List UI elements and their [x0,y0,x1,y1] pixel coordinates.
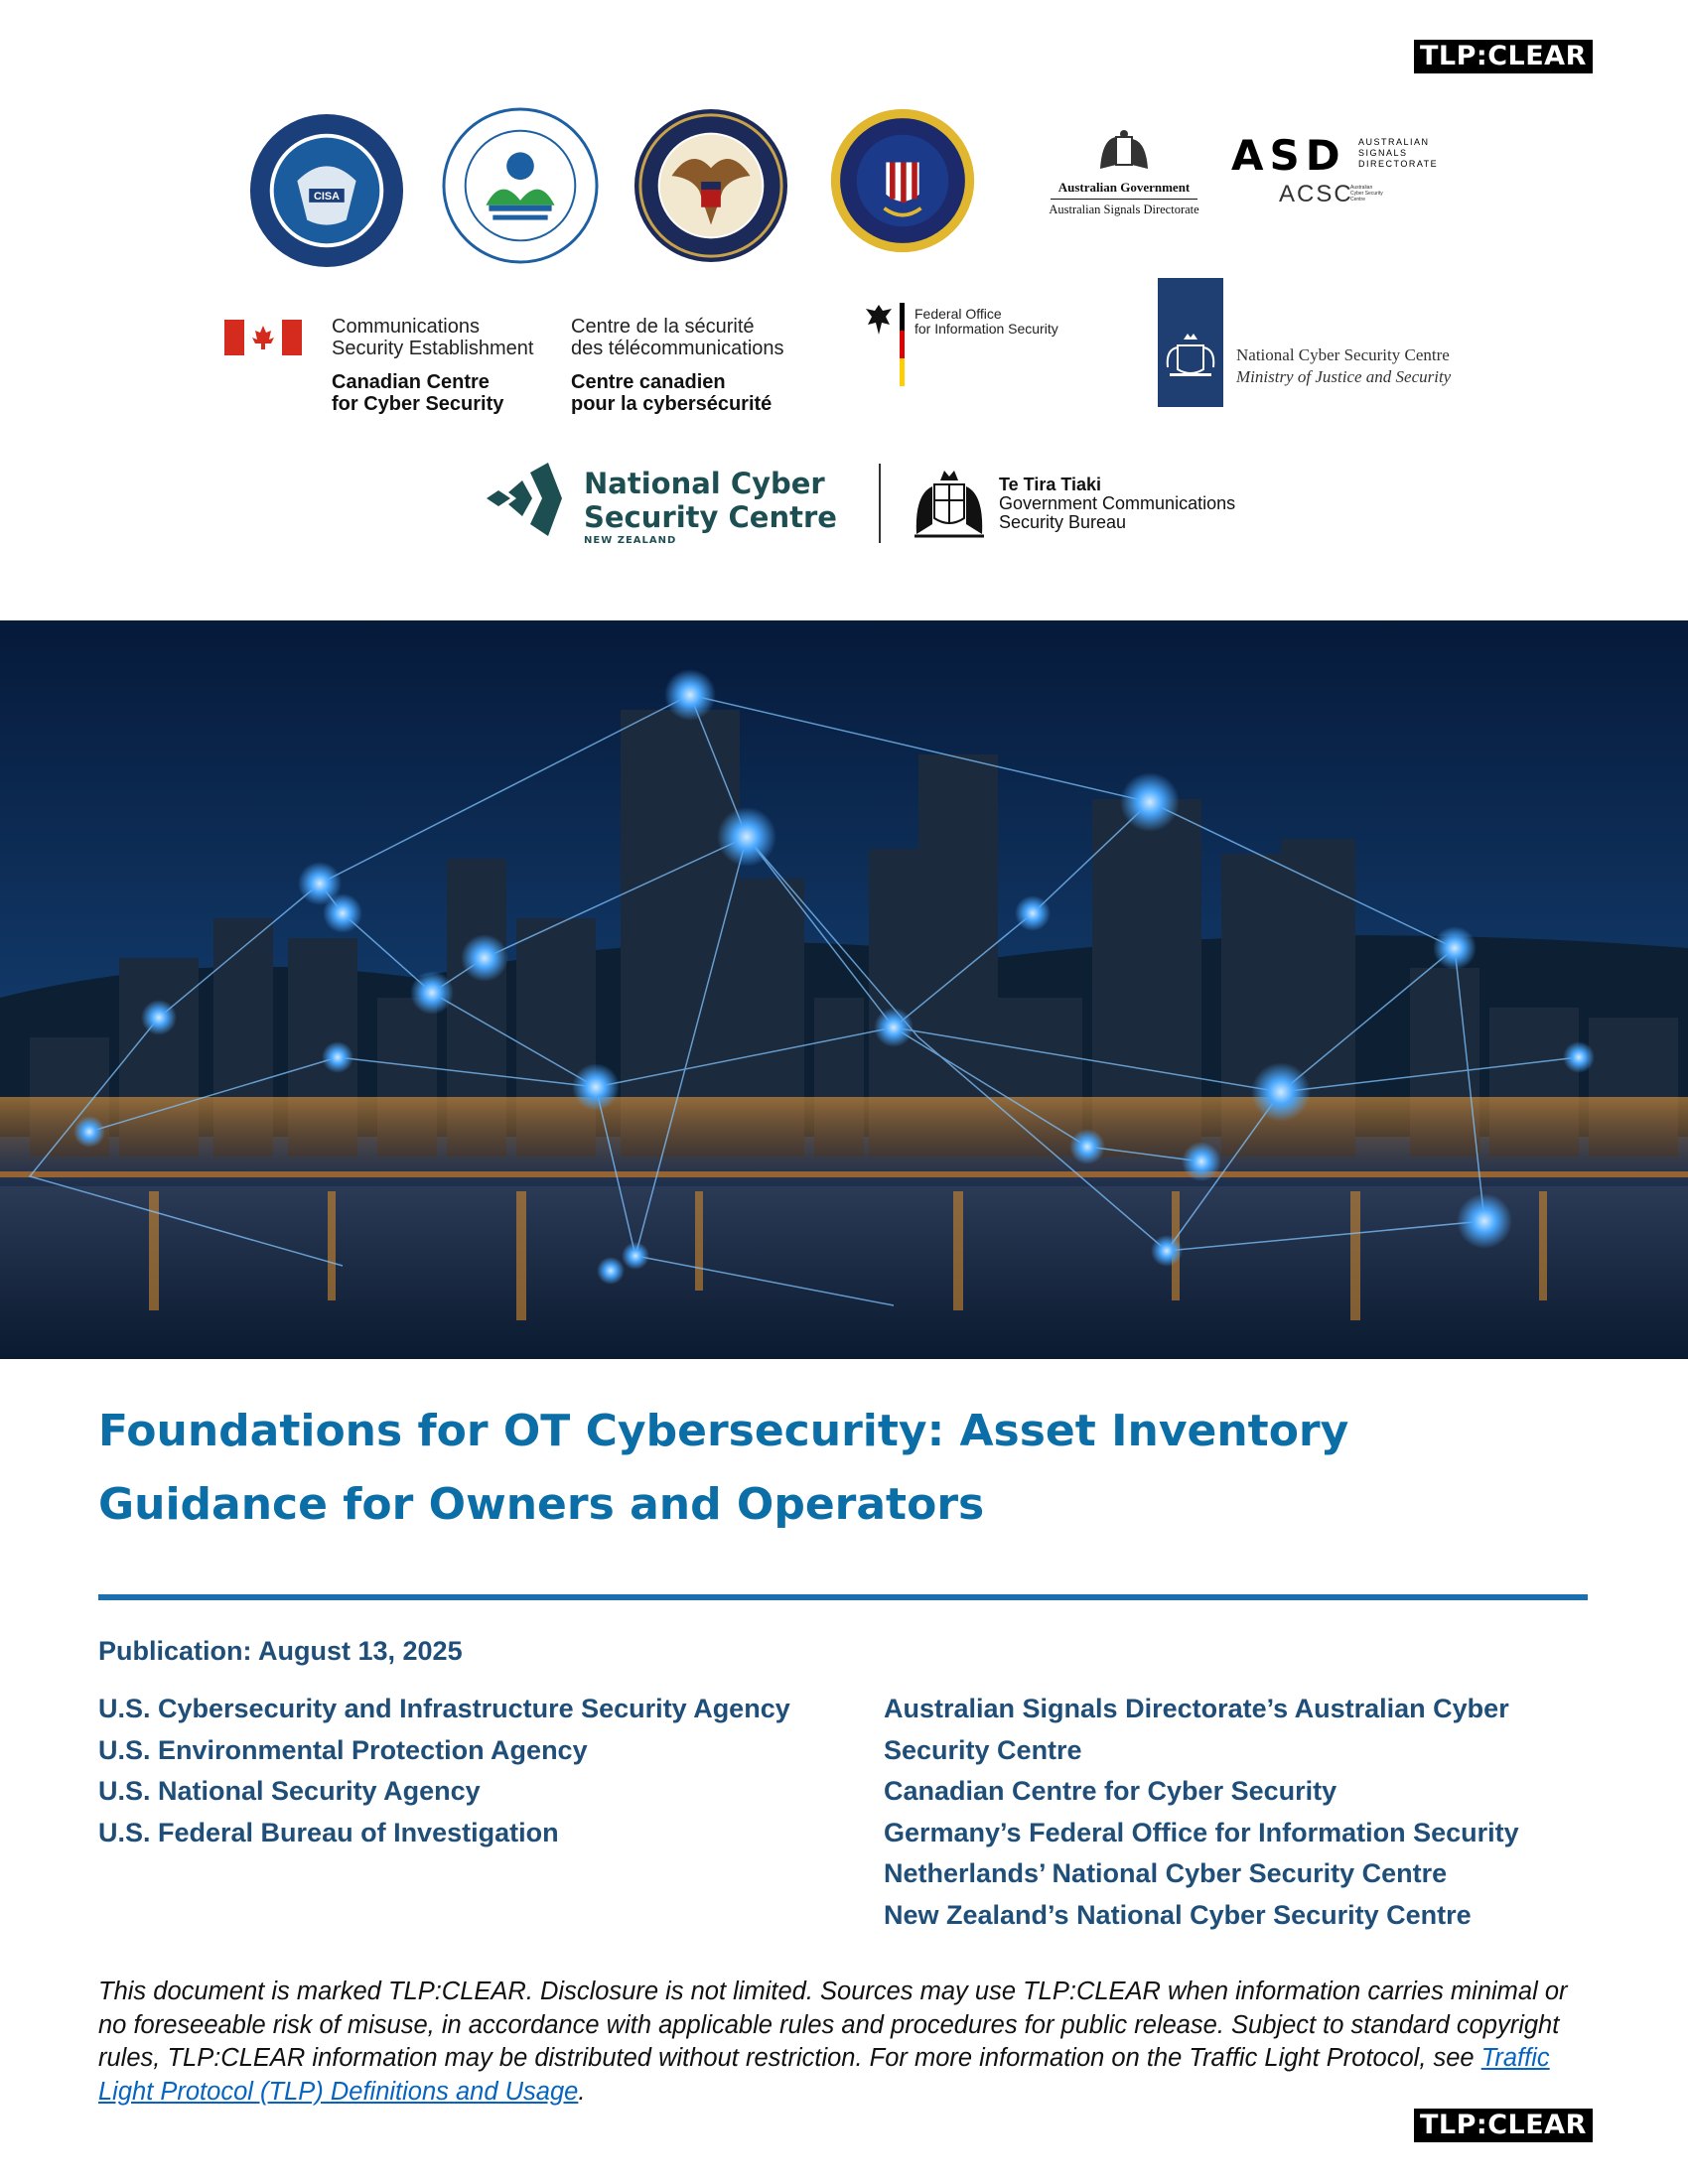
cse-en-line2: Security Establishment [332,338,534,359]
cse-en-line1: Communications [332,316,480,338]
disclaimer-text: This document is marked TLP:CLEAR. Disclosure is not limited. Sources may use TLP:CLEAR when information carries minimal or no foreseeable risk of misuse, in accordance with applicable rules and procedures for public release. Subject to standard copyright rules, TLP:CLEAR information may be distributed without restriction. For more information on the Traffic Light Protocol, see [98,1978,1568,2072]
acsc-wordmark: ACSC [1279,181,1353,207]
ncsc-nz-chevron-icon [483,463,576,536]
australian-coat-of-arms-icon [1094,129,1154,175]
title-line2: Guidance for Owners and Operators [98,1479,985,1530]
agency-item: Australian Signals Directorate’s Australian Cyber [884,1694,1509,1723]
bsi-logo-text [914,307,1058,337]
german-eagle-icon [864,303,894,339]
agencies-right-list [884,1689,1519,1936]
asd-side-line1: AUSTRALIAN [1358,137,1430,147]
cccs-en-line2: for Cyber Security [332,393,504,415]
ncsc-nz-logo-text [584,467,837,548]
ncsc-nl-ribbon [1158,278,1223,407]
ncsc-nz-line2: Security Centre [584,500,837,534]
fbi-seal-logo [829,107,976,254]
tlp-disclaimer [98,1976,1598,2109]
gcsb-logo-text [999,476,1235,532]
agency-item: Canadian Centre for Cyber Security [884,1776,1337,1806]
agencies-left-list [98,1689,790,1853]
australian-signals-directorate-text: Australian Signals Directorate [1049,203,1199,216]
document-title [98,1395,1568,1542]
logo-divider [879,464,881,543]
ncsc-nl-line1: National Cyber Security Centre [1236,345,1450,364]
gcsb-line2: Government Communications [999,493,1236,513]
german-flag-bar [900,303,905,386]
cisa-center-text: CISA [314,190,340,203]
title-divider-rule [98,1594,1588,1600]
title-line1: Foundations for OT Cybersecurity: Asset Inventory [98,1406,1349,1456]
agency-item: U.S. Federal Bureau of Investigation [98,1817,559,1847]
acsc-side-line1: Australian [1350,185,1373,191]
acsc-side-line3: Centre [1350,197,1366,203]
publication-date: Publication: August 13, 2025 [98,1636,463,1666]
tlp-marking-bottom: TLP:CLEAR [1414,2109,1593,2142]
agency-item: Netherlands’ National Cyber Security Centre [884,1858,1448,1888]
agency-item: Germany’s Federal Office for Information Security [884,1817,1519,1847]
cse-french-name [571,316,784,359]
gcsb-line1: Te Tira Tiaki [999,475,1102,494]
cccs-fr-line1: Centre canadien [571,371,726,393]
disclaimer-end: . [578,2077,586,2106]
acsc-side-line2: Cyber Security [1350,191,1383,197]
cccs-french-name [571,371,772,415]
ncsc-nz-line3: NEW ZEALAND [584,535,677,546]
bsi-line1: Federal Office [914,306,1002,322]
tlp-marking-top: TLP:CLEAR [1414,40,1593,73]
agency-item: U.S. Environmental Protection Agency [98,1734,588,1765]
cse-fr-line1: Centre de la sécurité [571,316,755,338]
asd-wordmark: ASD [1231,131,1346,180]
asd-acsc-logo [1231,131,1450,210]
asd-side-line3: DIRECTORATE [1358,159,1439,169]
asd-side-line2: SIGNALS [1358,148,1408,158]
cccs-english-name [332,371,503,415]
australian-government-logo [1045,129,1203,217]
hero-cityscape-image [0,620,1688,1359]
ncsc-nl-logo-text [1236,344,1451,388]
agency-item: Security Centre [884,1734,1082,1765]
agency-item: New Zealand’s National Cyber Security Centre [884,1899,1472,1930]
agency-item: U.S. National Security Agency [98,1776,481,1806]
cse-english-name [332,316,533,359]
cccs-fr-line2: pour la cybersécurité [571,393,773,415]
epa-seal-logo [442,107,599,264]
cccs-en-line1: Canadian Centre [332,371,490,393]
canada-flag-icon [224,320,302,355]
bsi-line2: for Information Security [914,321,1058,337]
nz-coat-of-arms-icon [909,465,990,544]
agency-item: U.S. Cybersecurity and Infrastructure Security Agency [98,1694,790,1723]
gcsb-line3: Security Bureau [999,512,1127,532]
nsa-seal-logo [633,107,789,264]
dutch-coat-of-arms-icon [1158,278,1223,407]
cse-fr-line2: des télécommunications [571,338,784,359]
tlp-definitions-link[interactable]: Traffic Light Protocol (TLP) Definitions and Usage [98,2044,1550,2106]
ncsc-nz-line1: National Cyber [584,467,825,500]
australian-government-text: Australian Government [1051,180,1197,200]
ncsc-nl-line2: Ministry of Justice and Security [1236,367,1452,386]
cisa-seal-logo [248,112,405,269]
